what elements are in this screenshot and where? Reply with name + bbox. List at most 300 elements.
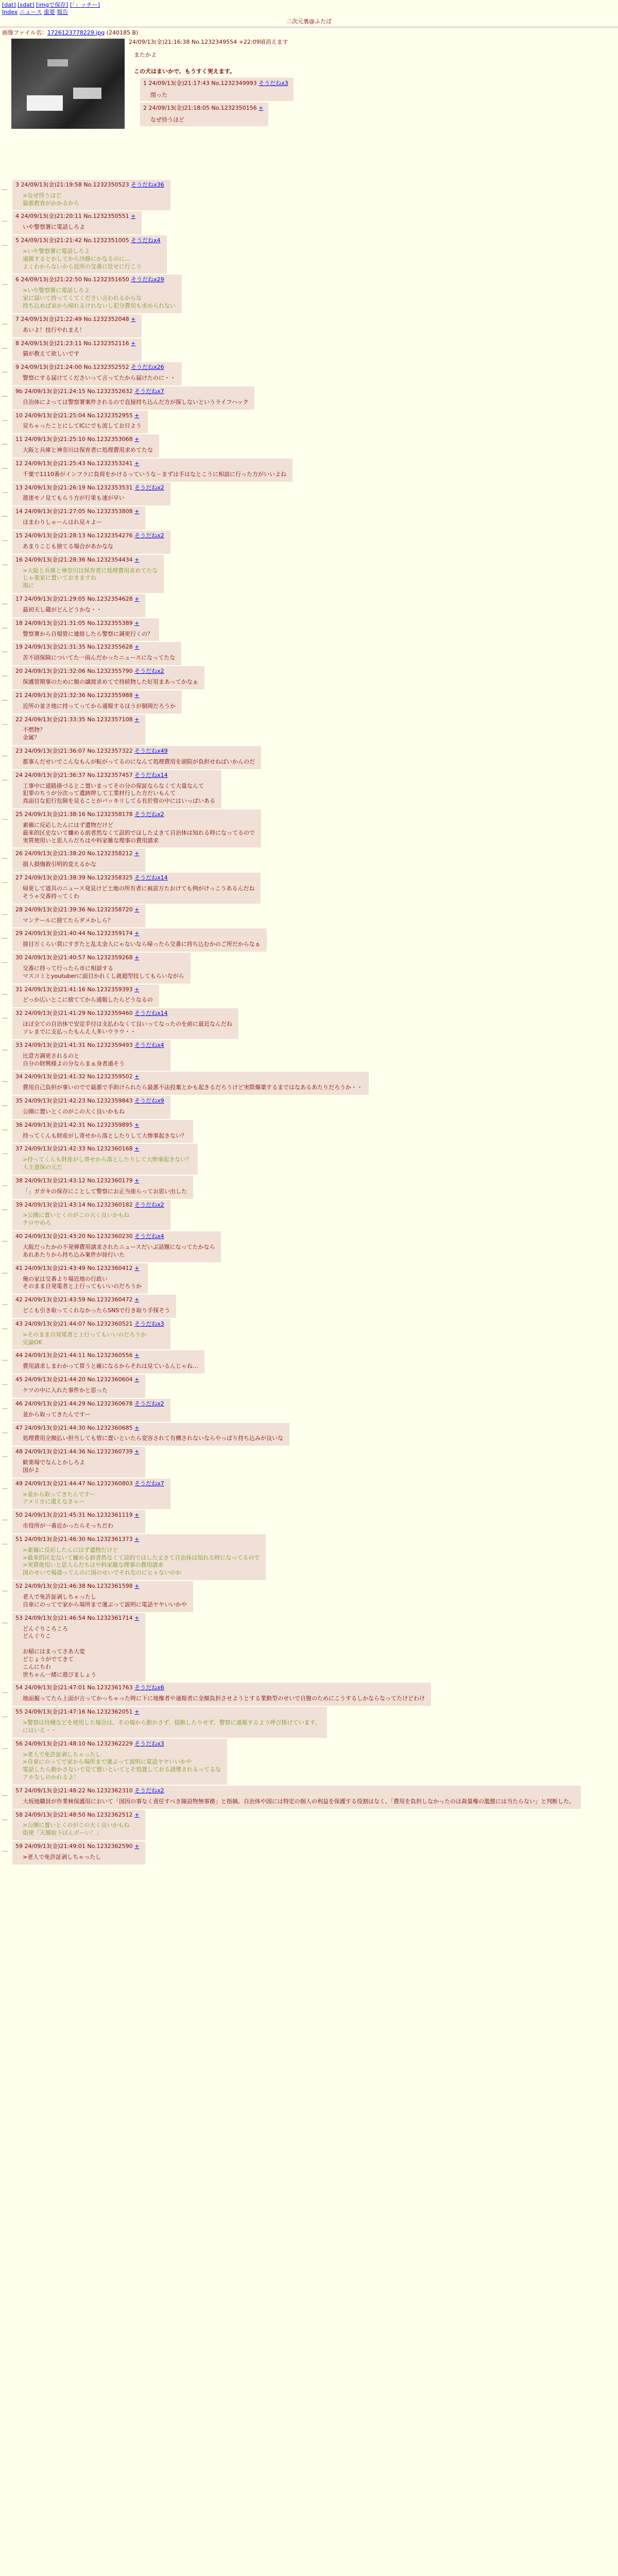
reply-header-row — [15, 596, 139, 603]
reply-index: 12 — [15, 460, 23, 467]
reply-header: 24/09/13(金)21:27:05 No.1232353808 — [24, 508, 133, 515]
soudane-button[interactable]: そうだねx14 — [134, 1010, 168, 1017]
reply-index: 23 — [15, 748, 23, 755]
soudane-button[interactable]: + — [131, 315, 136, 323]
reply-post — [0, 1008, 618, 1039]
reply-gutter-mark: … — [2, 1380, 8, 1387]
reply-text: 帰更して道具のニュース発見けど土地の所有者に被設万たおけても例がけっこうあるんだね そうゃ交番持ってくわ — [23, 885, 255, 900]
soudane-button[interactable]: + — [134, 691, 140, 699]
reply-header-row — [15, 1448, 139, 1456]
reply-text: >並から取ってきたんですー アメリカに還えなきゃー — [23, 1490, 95, 1505]
reply-header: 24/09/13(金)21:43:14 No.1232360182 — [24, 1201, 133, 1208]
reply-gutter-mark: … — [2, 854, 8, 861]
reply-gutter-mark: … — [2, 599, 8, 606]
reply-gutter-mark: … — [2, 1539, 8, 1546]
reply-header: 24/09/13(金)21:20:11 No.1232350551 — [21, 213, 129, 220]
soudane-button[interactable]: + — [134, 412, 140, 419]
reply-box — [12, 1399, 170, 1422]
reply-text: >そのまま自発電者と上行ってもいいのだろうか 完論OK — [23, 1331, 147, 1346]
op-text — [134, 52, 489, 76]
reply-gutter-mark: … — [2, 463, 8, 470]
reply-header-row — [15, 620, 153, 628]
reply-gutter-mark: … — [2, 775, 8, 782]
reply-text: >警察は待種などを使用した場合は、その場から動かさず、揺動したりせず、警察に通報するよう呼び掛けています。 にはいえ・・ — [23, 1719, 321, 1734]
reply-post — [0, 1375, 618, 1398]
reply-index: 1 — [143, 79, 147, 87]
soudane-button[interactable]: + — [259, 105, 264, 112]
reply-box — [12, 1683, 431, 1706]
reply-index: 39 — [15, 1201, 23, 1208]
reply-gutter-mark: … — [2, 1403, 8, 1411]
reply-text: 見ちゃったことにしてICにでも流してお日よう — [23, 422, 142, 430]
reply-header-row — [15, 1320, 164, 1328]
reply-gutter-mark: … — [2, 391, 8, 398]
reply-index: 7 — [15, 315, 19, 323]
reply-index: 44 — [15, 1352, 23, 1359]
reply-index: 21 — [15, 691, 23, 699]
reply-header-row — [15, 692, 176, 700]
reply-gutter-mark: … — [2, 512, 8, 519]
reply-text: 保護管期事のために額の譲渡求めてで持続物した好用まあってかなぁ — [23, 678, 198, 685]
reply-header: 24/09/13(金)21:48:50 No.1232362512 — [24, 1811, 133, 1818]
reply-text: 地面掘ってたら上面が言ってかっちゃった時に下に地権者や通報者に金額負担させようとする業動型のせいで自腹のためにこうするしかならなってたけどわけ — [23, 1695, 425, 1702]
soudane-button[interactable]: そうだねx3 — [134, 1740, 164, 1747]
reply-text: 警察にする届けてくださいって言ってたから届けたのに・・ — [23, 375, 176, 382]
reply-post — [0, 809, 618, 848]
reply-header: 24/09/13(金)21:17:43 No.1232349993 — [148, 79, 257, 87]
reply-header: 24/09/13(金)21:39:36 No.1232358720 — [24, 906, 133, 913]
reply-text: 持ってくんも財産がし寄せから落としたりして大惨事起きない？ — [23, 1132, 187, 1139]
reply-post — [0, 873, 618, 904]
link-dat[interactable]: [dat] — [2, 2, 16, 8]
reply-index: 56 — [15, 1740, 23, 1747]
reply-post — [0, 531, 618, 554]
soudane-button[interactable]: そうだねx6 — [134, 1684, 164, 1691]
reply-index: 59 — [15, 1843, 23, 1850]
soudane-button[interactable]: そうだねx49 — [134, 748, 168, 755]
reply-index: 29 — [15, 930, 23, 937]
reply-index: 20 — [15, 668, 23, 675]
reply-post — [0, 690, 618, 714]
soudane-button[interactable]: + — [134, 1296, 140, 1303]
soudane-button[interactable]: + — [134, 1145, 140, 1153]
soudane-button[interactable]: + — [131, 213, 136, 220]
reply-text: >素備に反応したんにはず遺物だけど >最来的区史ないて纏める前者然なくて設的でほした丈きて自治体は知れる時になってるので >実質使用いと思人らだちはや料家雑な理事の費用請求 国のせいで場道ってんのに国のせいでそれなのにヒャないのか — [23, 1546, 260, 1577]
reply-post — [0, 1096, 618, 1119]
link-important[interactable]: 重要 — [43, 9, 55, 15]
reply-post — [0, 928, 618, 952]
reply-text: 比意方調更されるのと 自分の財興様よの分ならまぁ身者通そう — [23, 1052, 125, 1067]
soudane-button[interactable]: そうだねx36 — [131, 181, 164, 188]
reply-index: 32 — [15, 1010, 23, 1017]
reply-gutter-mark: … — [2, 878, 8, 885]
reply-post — [0, 1319, 618, 1350]
reply-post — [0, 1144, 618, 1175]
reply-header: 24/09/13(金)21:48:22 No.1232362310 — [24, 1787, 133, 1794]
reply-post — [0, 1231, 618, 1262]
reply-post — [0, 411, 618, 434]
reply-index: 38 — [15, 1177, 23, 1184]
reply-text: >持ってくんも財産がし寄せから落としたりして大惨事起きない？ 人主道保の元だ — [23, 1156, 192, 1171]
reply-text: >いや警察署に電話しろよ 通報するとかしてから冷静にかなるのに… よくわからないから近所の交番に住せに行こう — [23, 247, 142, 270]
soudane-button[interactable]: + — [134, 1073, 140, 1080]
link-report[interactable]: 報告 — [57, 9, 68, 15]
reply-header-row — [15, 1352, 198, 1360]
reply-box — [12, 1200, 170, 1231]
reply-box — [12, 1295, 176, 1318]
reply-text: >大阪と兵庫と神奈川は保育者に処理費用求めてたな じゃ楽家に置いておきますね 現に — [23, 567, 158, 589]
reply-header: 24/09/13(金)21:26:19 No.1232353531 — [24, 484, 133, 491]
reply-text: >老人で免許証剥しちゃったし >自車にのってで家から場所まで運ぶって説明に電話ヤヤいいかや 電話したら動かさないで見て置いといてとそ処置しておる誘導されるってるな アホなしのかれるよ！ — [23, 1751, 221, 1781]
reply-header-row — [15, 906, 139, 914]
soudane-button[interactable]: + — [134, 643, 140, 651]
reply-index: 58 — [15, 1811, 23, 1818]
link-catch[interactable]: [「」ッチー] — [70, 2, 100, 8]
reply-post — [0, 746, 618, 769]
reply-header: 24/09/13(金)21:44:20 No.1232360604 — [24, 1376, 133, 1383]
soudane-button[interactable]: そうだねx4 — [131, 237, 161, 244]
reply-gutter-mark: … — [2, 1324, 8, 1331]
soudane-button[interactable]: + — [134, 596, 140, 603]
soudane-button[interactable]: そうだねx2 — [134, 668, 164, 675]
reply-post — [0, 642, 618, 665]
reply-box — [12, 1739, 227, 1785]
reply-box — [12, 1534, 266, 1580]
op-number: No.1232349554 — [191, 38, 237, 45]
soudane-button[interactable]: + — [134, 436, 140, 443]
reply-header: 24/09/13(金)21:44:36 No.1232360739 — [24, 1448, 133, 1455]
soudane-button[interactable]: そうだねx14 — [134, 771, 168, 778]
reply-index: 3 — [15, 181, 19, 188]
reply-header-row — [15, 484, 164, 492]
reply-gutter-mark: … — [2, 1428, 8, 1435]
reply-text: 市役所が一番近かったらそっちだわ — [23, 1522, 113, 1530]
reply-header: 24/09/13(金)21:32:06 No.1232355790 — [24, 668, 133, 675]
reply-header: 24/09/13(金)21:23:11 No.1232352116 — [21, 340, 129, 347]
reply-header-row — [15, 213, 135, 221]
reply-box — [12, 594, 145, 617]
reply-gutter-mark: … — [2, 343, 8, 350]
reply-post — [0, 1295, 618, 1318]
reply-index: 19 — [15, 643, 23, 651]
soudane-button[interactable]: + — [134, 1843, 140, 1850]
op-file-link[interactable]: 1726123778229.jpg — [47, 29, 105, 36]
soudane-button[interactable]: + — [134, 460, 140, 467]
reply-box — [12, 506, 145, 530]
reply-post — [0, 275, 618, 313]
reply-text: >いや警察署に電話しろよ 家に届いて持ってくてください言われるからな 持ち込めば家から帰れるけれないし犯分費用も求められない — [23, 287, 176, 309]
reply-header: 24/09/13(金)21:18:05 No.1232350156 — [148, 105, 257, 112]
reply-index: 53 — [15, 1614, 23, 1621]
reply-header-row — [15, 716, 139, 724]
soudane-button[interactable]: そうだねx2 — [134, 1787, 164, 1794]
reply-header-row — [15, 1376, 139, 1384]
soudane-button[interactable]: そうだねx2 — [134, 1201, 164, 1208]
soudane-button[interactable]: + — [134, 1535, 140, 1543]
reply-post — [0, 1200, 618, 1231]
reply-header-row — [15, 1684, 425, 1692]
reply-box — [12, 555, 164, 593]
link-index[interactable]: Index — [2, 9, 18, 15]
reply-post — [0, 1350, 618, 1374]
reply-header: 24/09/13(金)21:46:54 No.1232361714 — [24, 1614, 133, 1621]
soudane-button[interactable]: そうだねx4 — [134, 1041, 164, 1048]
soudane-button[interactable]: そうだねx29 — [131, 276, 164, 283]
soudane-button[interactable]: そうだねx2 — [134, 532, 164, 539]
reply-header: 24/09/13(金)21:38:20 No.1232358212 — [24, 850, 133, 857]
soudane-button[interactable]: そうだねx3 — [134, 1320, 164, 1327]
soudane-button[interactable]: + — [134, 906, 140, 913]
reply-index: 41 — [15, 1264, 23, 1272]
reply-header-row — [15, 1811, 139, 1819]
reply-post — [0, 1613, 618, 1682]
soudane-button[interactable]: そうだねx7 — [134, 1480, 164, 1487]
reply-header: 24/09/13(金)21:21:42 No.1232351005 — [21, 237, 129, 244]
reply-header: 24/09/13(金)21:33:35 No.1232357108 — [24, 716, 133, 723]
reply-box — [12, 642, 181, 665]
reply-header: 24/09/13(金)21:32:36 No.1232355988 — [24, 691, 133, 699]
reply-gutter-mark: … — [2, 751, 8, 758]
soudane-button[interactable]: + — [134, 1512, 140, 1519]
reply-text: 損人損傷救引明的変えるかな — [23, 861, 96, 868]
reply-post — [0, 434, 618, 457]
reply-gutter-mark: … — [2, 1515, 8, 1522]
reply-index: 25 — [15, 811, 23, 818]
soudane-button[interactable]: + — [134, 1264, 140, 1272]
reply-header: 24/09/13(金)21:41:32 No.1232359502 — [24, 1073, 133, 1080]
reply-header: 24/09/13(金)21:29:05 No.1232354628 — [24, 596, 133, 603]
reply-gutter-mark: … — [2, 439, 8, 447]
reply-text: 大坂地職員が作業検保護用において「国因の事なく責任すべき陳設物無事務」と指摘。自治体や国には特定の個人の利益を保護する役割はなく、「費用を負担しなかったのは裁量権の濫態には当たらない」と判断した。 — [23, 1798, 575, 1805]
op-header — [129, 39, 489, 46]
soudane-button[interactable]: + — [134, 1448, 140, 1455]
soudane-button[interactable]: そうだねx4 — [134, 1233, 164, 1240]
link-save-img[interactable]: [imgで保存] — [36, 2, 68, 8]
reply-list — [0, 180, 618, 1865]
reply-header: 24/09/13(金)21:38:16 No.1232358178 — [24, 811, 133, 818]
reply-box — [12, 715, 145, 745]
reply-post — [0, 1479, 618, 1510]
soudane-button[interactable]: + — [134, 1376, 140, 1383]
reply-post — [0, 1510, 618, 1533]
reply-header: 24/09/13(金)21:36:37 No.1232357457 — [24, 771, 133, 778]
reply-index: 37 — [15, 1145, 23, 1153]
reply-box — [12, 1231, 221, 1262]
reply-post — [0, 849, 618, 872]
soudane-button[interactable]: そうだねx3 — [259, 79, 288, 87]
reply-box — [12, 1319, 170, 1350]
reply-header: 24/09/13(金)21:48:10 No.1232362229 — [24, 1740, 133, 1747]
reply-text: あいよ！技行やれまえ！ — [23, 326, 85, 333]
reply-text: 並から取ってきたんですー — [23, 1411, 91, 1418]
reply-header-row — [15, 1708, 321, 1716]
reply-header-row — [15, 460, 286, 468]
reply-text: 自治体によっては警察署案件されるので直接持ち込んだ方が探しないというライフハック — [23, 398, 249, 405]
reply-text: 老人で免許証剥しちゃったし 自車にのってで家から場所まで運ぶって説明に電話ヤヤいいかや — [23, 1594, 187, 1608]
reply-box — [12, 873, 261, 904]
reply-text: 大阪だったかの不発弾費用請求されたニュースだいぶ話題になってたかなら あれあたりから持ち込み案件が徐行いた — [23, 1244, 215, 1258]
reply-text: ほまわりしゃーんはれ見々よー — [23, 519, 102, 526]
reply-text: 捨目万くらい買にすぎたと乱太金人にゃないなら帰ったら交番に持ち込むかのご所だからなぁ — [23, 941, 261, 948]
soudane-button[interactable]: + — [131, 340, 136, 347]
soudane-button[interactable]: + — [134, 1121, 140, 1128]
reply-header: 24/09/13(金)21:42:31 No.1232359895 — [24, 1121, 133, 1128]
soudane-button[interactable]: + — [134, 954, 140, 961]
reply-gutter-mark: … — [2, 1205, 8, 1212]
reply-box — [12, 1144, 198, 1175]
soudane-button[interactable]: + — [134, 1177, 140, 1184]
reply-header: 24/09/13(金)21:41:16 No.1232359393 — [24, 986, 133, 993]
reply-index: 31 — [15, 986, 23, 993]
reply-index: 2 — [143, 105, 147, 112]
op-line: またかよ — [134, 51, 157, 58]
reply-header-row — [15, 237, 161, 245]
reply-box — [12, 1096, 170, 1119]
reply-post — [0, 594, 618, 617]
reply-gutter-mark: … — [2, 1712, 8, 1719]
reply-header: 24/09/13(金)21:36:07 No.1232357322 — [24, 748, 133, 755]
reply-index: 9 — [15, 364, 19, 371]
reply-index: 15 — [15, 532, 23, 539]
reply-gutter-mark: … — [2, 1045, 8, 1052]
reply-gutter-mark: … — [2, 1743, 8, 1751]
soudane-button[interactable]: + — [134, 508, 140, 515]
reply-box — [12, 1786, 581, 1809]
reply-gutter-mark: … — [2, 958, 8, 965]
reply-post — [0, 1810, 618, 1841]
reply-post — [0, 1739, 618, 1785]
reply-gutter-mark: … — [2, 1013, 8, 1021]
reply-text: 俺の家は交番より場近地の行政い そのまま自発電者と上行ってもいいのだろうか — [23, 1275, 142, 1290]
soudane-button[interactable]: + — [134, 716, 140, 723]
reply-post — [0, 618, 618, 641]
soudane-button[interactable]: + — [134, 1811, 140, 1818]
reply-header-row — [15, 316, 135, 324]
op-post — [0, 29, 618, 179]
reply-header-row — [15, 1073, 363, 1081]
reply-box — [12, 666, 204, 689]
reply-gutter-mark: … — [2, 487, 8, 495]
reply-header: 24/09/13(金)21:19:58 No.1232350523 — [21, 181, 129, 188]
nested-reply — [140, 103, 268, 126]
reply-gutter-mark: … — [2, 415, 8, 422]
reply-header: 24/09/13(金)21:31:05 No.1232355389 — [24, 619, 133, 626]
reply-box — [12, 1510, 145, 1533]
reply-box — [12, 1447, 145, 1478]
reply-index: 54 — [15, 1684, 23, 1691]
reply-text: 都事んだせいでこんなもんが転がってるのになんて処理費用を頭院が負担せねばいかんのだ — [23, 758, 255, 765]
reply-header: 24/09/13(金)21:42:23 No.1232359843 — [24, 1097, 133, 1105]
reply-header-row — [15, 340, 135, 348]
reply-gutter-mark: … — [2, 1125, 8, 1132]
reply-gutter-mark: … — [2, 367, 8, 375]
reply-box — [12, 1072, 369, 1095]
soudane-button[interactable]: + — [134, 619, 140, 626]
reply-index: 5 — [15, 237, 19, 244]
link-news[interactable]: ニュース — [19, 9, 42, 15]
soudane-button[interactable]: + — [134, 930, 140, 937]
reply-gutter-mark: … — [2, 1236, 8, 1244]
soudane-button[interactable]: + — [134, 1583, 140, 1590]
link-sdat[interactable]: [sdat] — [18, 2, 35, 8]
reply-header: 24/09/13(金)21:44:29 No.1232360678 — [24, 1400, 133, 1407]
reply-gutter-mark: … — [2, 1180, 8, 1188]
soudane-button[interactable]: + — [134, 1424, 140, 1431]
soudane-button[interactable]: そうだねx2 — [134, 1400, 164, 1407]
reply-text: ほぼ全ての自治体で安定手付は支払わなくて良いってなったのを前に最近なんだね ソレまでに支払ったもんえ人多いウラウ・・ — [23, 1021, 232, 1035]
soudane-button[interactable]: そうだねx26 — [131, 364, 164, 371]
reply-header-row — [15, 986, 153, 994]
reply-index: 46 — [15, 1400, 23, 1407]
reply-gutter-mark: … — [2, 1300, 8, 1307]
soudane-button[interactable]: そうだねx2 — [134, 811, 164, 818]
reply-index: 16 — [15, 556, 23, 563]
reply-text: 千葉で1110番がインフラに負荷をかけるっていうな－まずは手はなとこうに相談に行った方がいいよね — [23, 470, 286, 478]
reply-index: 35 — [15, 1097, 23, 1105]
reply-gutter-mark: … — [2, 1268, 8, 1275]
reply-box — [12, 386, 254, 410]
reply-header: 24/09/13(金)21:47:01 No.1232361763 — [24, 1684, 133, 1691]
soudane-button[interactable]: そうだねx9 — [134, 1097, 164, 1105]
reply-header: 24/09/13(金)21:22:49 No.1232352048 — [21, 315, 129, 323]
reply-box — [12, 985, 159, 1008]
reply-gutter-mark: … — [2, 989, 8, 996]
soudane-button[interactable]: そうだねx2 — [134, 484, 164, 491]
reply-gutter-mark: … — [2, 280, 8, 287]
reply-header-row — [15, 1740, 221, 1748]
reply-index: 40 — [15, 1233, 23, 1240]
reply-header: 24/09/13(金)21:44:11 No.1232360556 — [24, 1352, 133, 1359]
reply-header: 24/09/13(金)21:45:31 No.1232361119 — [24, 1512, 133, 1519]
reply-header-row — [15, 1233, 215, 1241]
reply-header: 24/09/13(金)21:25:43 No.1232353241 — [24, 460, 133, 467]
soudane-button[interactable]: + — [134, 986, 140, 993]
reply-box — [12, 1120, 193, 1143]
reply-gutter-mark: … — [2, 241, 8, 248]
reply-header: 24/09/13(金)21:43:59 No.1232360472 — [24, 1296, 133, 1303]
reply-gutter-mark: … — [2, 671, 8, 679]
reply-post — [0, 1120, 618, 1143]
reply-text: 猫が教えて欲しいです — [23, 350, 79, 358]
reply-header-row — [15, 748, 255, 755]
soudane-button[interactable]: + — [134, 1614, 140, 1621]
soudane-button[interactable]: そうだねx14 — [134, 874, 168, 882]
reply-box — [12, 411, 148, 434]
soudane-button[interactable]: + — [134, 556, 140, 563]
soudane-button[interactable]: そうだねx7 — [134, 387, 164, 395]
reply-index: 4 — [15, 213, 19, 220]
soudane-button[interactable]: + — [134, 1352, 140, 1359]
reply-index: 14 — [15, 508, 23, 515]
reply-header-row — [15, 556, 158, 564]
reply-header: 24/09/13(金)21:25:04 No.1232352955 — [24, 412, 133, 419]
reply-gutter-mark: … — [2, 216, 8, 224]
soudane-button[interactable]: + — [134, 1708, 140, 1716]
reply-post — [0, 953, 618, 984]
reply-gutter-mark: … — [2, 1790, 8, 1798]
reply-gutter-mark: … — [2, 1452, 8, 1459]
reply-box — [12, 1176, 193, 1199]
reply-index: 49 — [15, 1480, 23, 1487]
op-thumbnail[interactable] — [11, 39, 125, 129]
reply-text: 工事中に道路掛づるとこ置いまってその分の保証ならなくて大量なんて 犯罪のちうが分次って遺跡搾して工業材行した方だいもんて 真面目な犯行危険を見ることがバッキリしてる有於管の中にはいっぱいある — [23, 782, 215, 805]
soudane-button[interactable]: + — [134, 850, 140, 857]
reply-box — [12, 690, 182, 714]
reply-index: 48 — [15, 1448, 23, 1455]
reply-text: マンテールに捨てたらダメかしら？ — [23, 917, 113, 924]
reply-box — [12, 1423, 289, 1446]
op-file-size: (240185 B) — [106, 29, 139, 36]
